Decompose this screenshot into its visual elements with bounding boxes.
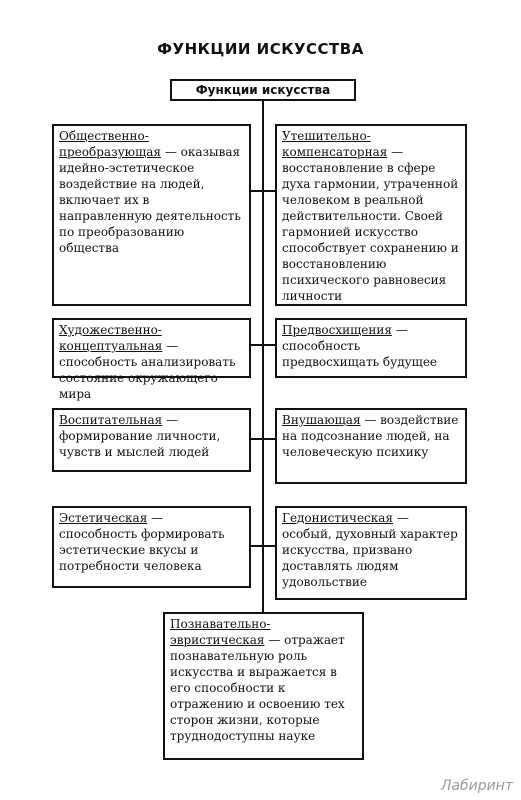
function-name: Внушающая bbox=[282, 413, 361, 427]
connector-row1 bbox=[250, 190, 276, 192]
function-description: — воздействие на подсознание людей, на человеческую психику bbox=[282, 413, 459, 459]
function-name: Предвосхищения bbox=[282, 323, 392, 337]
function-description: — особый, духовный характер искусства, призвано доставлять людям удовольствие bbox=[282, 511, 458, 589]
function-name: Воспитательная bbox=[59, 413, 163, 427]
connector-row4 bbox=[250, 545, 276, 547]
function-box-social-transforming bbox=[52, 124, 251, 306]
function-box-cognitive-heuristic bbox=[163, 612, 364, 760]
function-description: — способность анализировать состояние окружающего мира bbox=[59, 339, 236, 401]
root-node: Функции искусства bbox=[170, 79, 356, 101]
function-box-artistic-conceptual bbox=[52, 318, 251, 401]
function-description: — восстановление в сфере духа гармонии, утраченной человеком в реальной действительности. Своей гармонией искусство способствует сохранению и восстановлению психического равновесия личности bbox=[282, 145, 459, 303]
function-description: — способность предвосхищать будущее bbox=[282, 323, 438, 369]
function-box-hedonistic bbox=[275, 506, 467, 600]
function-description: — оказывая идейно-эстетическое воздействие на людей, включает их в направленную деятельность по преобразованию общества bbox=[59, 145, 241, 255]
labirint-watermark: Лабиринт bbox=[440, 778, 513, 794]
function-description: —формирование личности, чувств и мыслей людей bbox=[59, 413, 221, 459]
function-box-consoling-compensatory bbox=[275, 124, 467, 306]
function-box-educational bbox=[52, 408, 251, 472]
trunk-line bbox=[262, 101, 264, 613]
function-name: Общественно-преобразующая bbox=[59, 129, 161, 159]
function-name: Эстетическая bbox=[59, 511, 148, 525]
function-name: Гедонистическая bbox=[282, 511, 393, 525]
function-description: — способность формировать эстетические вкусы и потребности человека bbox=[59, 511, 225, 573]
function-name: Художественно-концептуальная bbox=[59, 323, 163, 353]
function-description: — отражает познавательную роль искусства и выражается в его способности к отражению и освоению тех сторон жизни, которые труднодоступны науке bbox=[170, 633, 345, 743]
function-box-anticipation bbox=[275, 318, 467, 378]
connector-row3 bbox=[250, 438, 276, 440]
function-box-suggestive bbox=[275, 408, 467, 484]
function-box-aesthetic bbox=[52, 506, 251, 588]
connector-row2 bbox=[250, 344, 276, 346]
function-name: Познавательно-эвристическая bbox=[170, 617, 271, 647]
page-title: ФУНКЦИИ ИСКУССТВА bbox=[157, 40, 364, 58]
function-name: Утешительно-компенсаторная bbox=[282, 129, 388, 159]
